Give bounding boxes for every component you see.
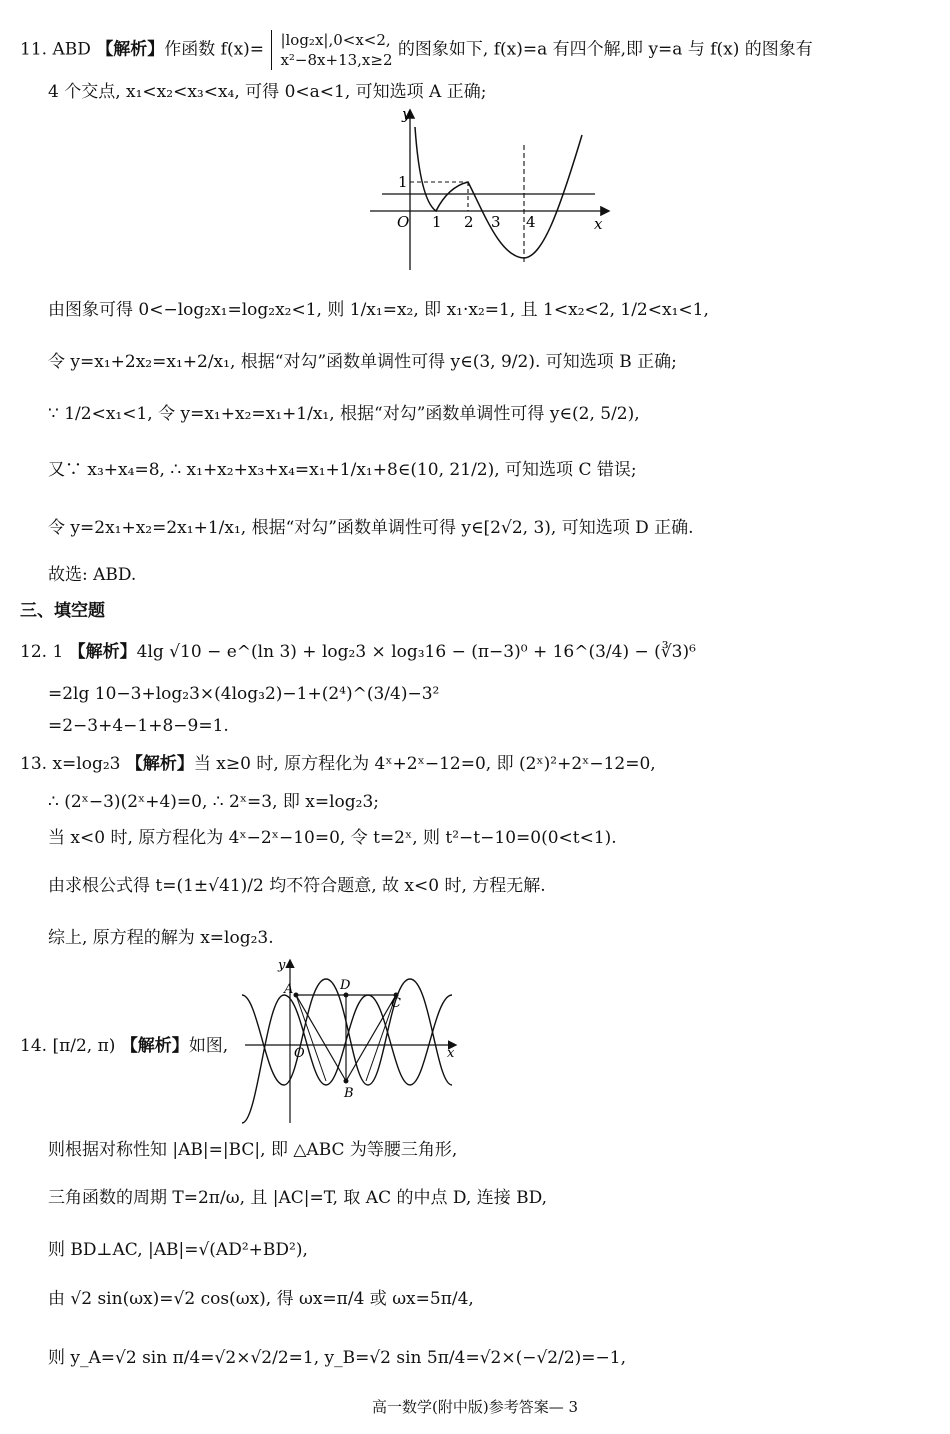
q14-first-line: [20, 1034, 228, 1058]
graph1-tick-3: 3: [491, 213, 501, 231]
q13-line-2: ∴ (2ˣ−3)(2ˣ+4)=0, ∴ 2ˣ=3, 即 x=log₂3;: [48, 792, 380, 812]
point-a: [294, 993, 299, 998]
q13-first-line: [20, 752, 656, 776]
q14-line-2: 则根据对称性知 |AB|=|BC|, 即 △ABC 为等腰三角形,: [48, 1140, 458, 1160]
q12-line-2: =2lg 10−3+log₂3×(4log₃2)−1+(2⁴)^(3/4)−3²: [48, 684, 440, 704]
q11-line-3: 由图象可得 0<−log₂x₁=log₂x₂<1, 则 1/x₁=x₂, 即 x₁·x₂=1, 且 1<x₂<2, 1/2<x₁<1,: [48, 300, 709, 320]
q11-intro-tail: 的图象如下, f(x)=a 有四个解,即 y=a 与 f(x) 的图象有: [397, 39, 813, 60]
q14-line-5: 由 √2 sin(ωx)=√2 cos(ωx), 得 ωx=π/4 或 ωx=5π/4,: [48, 1289, 474, 1309]
graph1-y-label: y: [402, 105, 411, 123]
q14-analysis-tag: 【解析】: [120, 1036, 189, 1056]
q11-line-5: ∵ 1/2<x₁<1, 令 y=x₁+x₂=x₁+1/x₁, 根据“对勾”函数单调性可得 y∈(2, 5/2),: [48, 404, 640, 424]
q11-piecewise: [271, 30, 392, 70]
q11-answer: 11. ABD: [20, 39, 91, 60]
q13-line-3: 当 x<0 时, 原方程化为 4ˣ−2ˣ−10=0, 令 t=2ˣ, 则 t²−t−10=0(0<t<1).: [48, 828, 617, 848]
graph1-origin: O: [397, 213, 410, 231]
q12-analysis-tag: 【解析】: [68, 642, 137, 662]
q13-intro: 当 x≥0 时, 原方程化为 4ˣ+2ˣ−12=0, 即 (2ˣ)²+2ˣ−12=0,: [193, 754, 656, 774]
page-footer: 高一数学(附中版)参考答案— 3: [371, 1398, 579, 1416]
q14-answer: 14. [π/2, π): [20, 1036, 116, 1056]
q11-line-4: 令 y=x₁+2x₂=x₁+2/x₁, 根据“对勾”函数单调性可得 y∈(3, 9/2). 可知选项 B 正确;: [48, 352, 677, 372]
graph2-label-b: B: [344, 1086, 354, 1101]
point-b: [344, 1079, 349, 1084]
q14-line-3: 三角函数的周期 T=2π/ω, 且 |AC|=T, 取 AC 的中点 D, 连接 BD,: [48, 1188, 548, 1208]
q13-answer: 13. x=log₂3: [20, 754, 121, 774]
graph2-y-label: y: [278, 958, 286, 973]
graph2-label-a: A: [284, 982, 294, 997]
q12-answer: 12. 1: [20, 642, 64, 662]
q11-function-graph: [360, 105, 620, 275]
q11-analysis-tag: 【解析】: [96, 39, 165, 60]
q12-first-line: [20, 640, 696, 664]
graph2-label-c: C: [391, 996, 401, 1011]
q14-line-4: 则 BD⊥AC, |AB|=√(AD²+BD²),: [48, 1240, 308, 1260]
q12-expression: 4lg √10 − e^(ln 3) + log₂3 × log₃16 − (π−3)⁰ + 16^(3/4) − (∛3)⁶: [136, 642, 696, 662]
sine-curve: [242, 995, 452, 1123]
q13-analysis-tag: 【解析】: [125, 754, 194, 774]
graph2-label-d: D: [340, 978, 351, 993]
q11-case-2: x²−8x+13,x≥2: [280, 51, 393, 69]
q11-case-1: |log₂x|,0<x<2,: [280, 31, 391, 49]
function-curve: [415, 127, 582, 258]
q12-line-3: =2−3+4−1+8−9=1.: [48, 716, 229, 736]
point-d: [344, 993, 349, 998]
q11-line-8: 故选: ABD.: [48, 565, 137, 585]
graph2-origin: O: [294, 1046, 305, 1061]
graph1-tick-1: 1: [432, 213, 442, 231]
q11-line-2: 4 个交点, x₁<x₂<x₃<x₄, 可得 0<a<1, 可知选项 A 正确;: [48, 82, 487, 102]
graph1-x-label: x: [594, 215, 603, 233]
graph2-x-label: x: [447, 1046, 455, 1061]
q11-intro: 作函数 f(x)=: [164, 39, 265, 60]
graph1-tick-2: 2: [464, 213, 474, 231]
q11-first-line: [20, 30, 813, 70]
q13-line-4: 由求根公式得 t=(1±√41)/2 均不符合题意, 故 x<0 时, 方程无解.: [48, 876, 546, 896]
graph1-tick-4: 4: [526, 213, 536, 231]
q14-trig-graph: [240, 955, 465, 1125]
q11-line-7: 令 y=2x₁+x₂=2x₁+1/x₁, 根据“对勾”函数单调性可得 y∈[2√2, 3), 可知选项 D 正确.: [48, 518, 694, 538]
q14-line-6: 则 y_A=√2 sin π/4=√2×√2/2=1, y_B=√2 sin 5π/4=√2×(−√2/2)=−1,: [48, 1348, 626, 1368]
section-title: 三、填空题: [20, 601, 105, 621]
q11-line-6: 又∵ x₃+x₄=8, ∴ x₁+x₂+x₃+x₄=x₁+1/x₁+8∈(10, 21/2), 可知选项 C 错误;: [48, 460, 637, 480]
q14-intro: 如图,: [188, 1036, 229, 1056]
graph1-y-tick-1: 1: [398, 173, 408, 191]
q13-line-5: 综上, 原方程的解为 x=log₂3.: [48, 928, 274, 948]
